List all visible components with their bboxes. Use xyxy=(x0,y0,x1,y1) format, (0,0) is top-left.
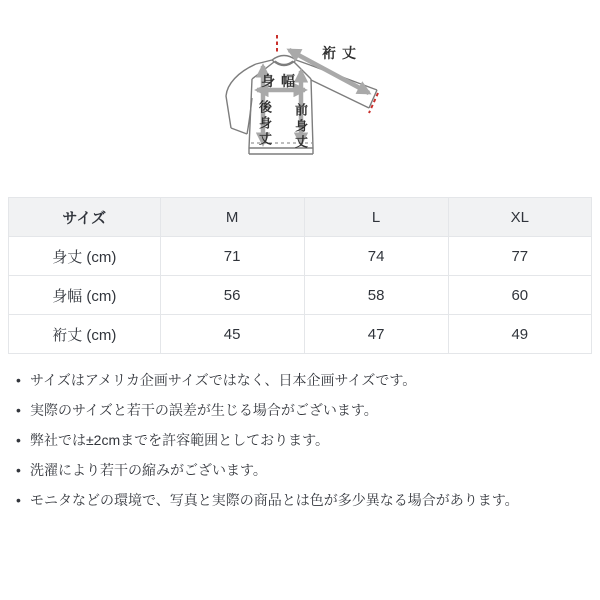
cuff-red-dash xyxy=(369,93,378,113)
sleeve-length-xl: 49 xyxy=(448,315,591,354)
body-length-xl: 77 xyxy=(448,237,591,276)
table-row-body-length xyxy=(9,237,592,276)
table-row-body-width xyxy=(9,276,592,315)
left-shoulder xyxy=(256,60,272,64)
row-label-body-length: 身丈 (cm) xyxy=(9,237,161,276)
collar-top xyxy=(272,56,296,61)
sleeve-length-m: 45 xyxy=(160,315,304,354)
sleeve-length-label: 裄丈 xyxy=(322,45,362,61)
body-length-l: 74 xyxy=(304,237,448,276)
back-length-label: 後身丈 xyxy=(257,100,272,148)
body-width-l: 58 xyxy=(304,276,448,315)
body-length-m: 71 xyxy=(160,237,304,276)
size-table-header-row xyxy=(9,198,592,237)
row-label-body-width: 身幅 (cm) xyxy=(9,276,161,315)
size-table-header-size: サイズ xyxy=(9,198,161,237)
left-cuff xyxy=(231,128,247,134)
note-tolerance-range: • 弊社では±2cmまでを許容範囲としております。 xyxy=(14,432,590,449)
body-left-edge xyxy=(249,79,252,148)
body-right-edge xyxy=(311,79,313,148)
note-measurement-error: • 実際のサイズと若干の誤差が生じる場合がございます。 xyxy=(14,402,590,419)
note-japan-sizing: • サイズはアメリカ企画サイズではなく、日本企画サイズです。 xyxy=(14,372,590,389)
size-diagram xyxy=(0,0,600,192)
note-shrinkage: • 洗濯により若干の縮みがございます。 xyxy=(14,462,590,479)
size-table xyxy=(8,197,592,354)
front-length-label: 前身丈 xyxy=(293,103,308,151)
body-width-label: 身幅 xyxy=(261,73,301,89)
shirt-diagram-svg xyxy=(0,0,600,192)
size-notes-list xyxy=(14,372,590,522)
body-width-xl: 60 xyxy=(448,276,591,315)
row-label-sleeve-length: 裄丈 (cm) xyxy=(9,315,161,354)
size-table-header-l: L xyxy=(304,198,448,237)
table-row-sleeve-length xyxy=(9,315,592,354)
size-table-header-xl: XL xyxy=(448,198,591,237)
note-color-difference: • モニタなどの環境で、写真と実際の商品とは色が多少異なる場合があります。 xyxy=(14,492,590,509)
size-table-header-m: M xyxy=(160,198,304,237)
body-width-m: 56 xyxy=(160,276,304,315)
sleeve-length-l: 47 xyxy=(304,315,448,354)
